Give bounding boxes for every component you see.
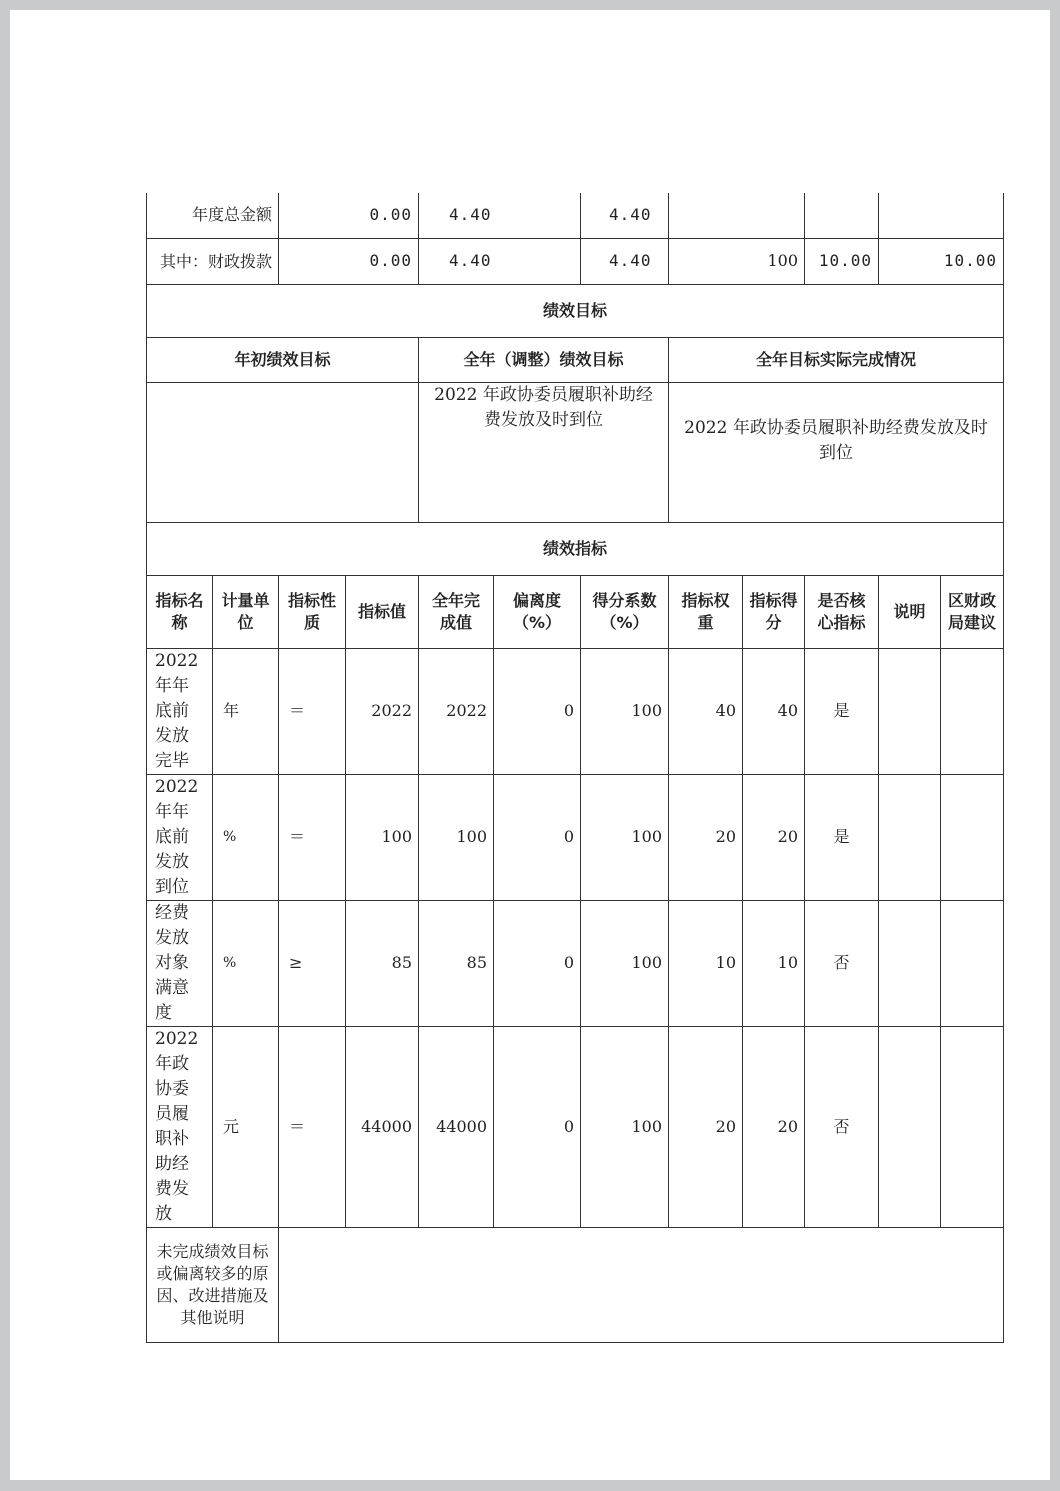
indicator-weight: 20 bbox=[669, 774, 743, 900]
budget-value: 4.40 bbox=[419, 238, 581, 284]
header-note: 说明 bbox=[879, 575, 941, 648]
budget-label: 其中：财政拨款 bbox=[147, 238, 279, 284]
indicator-name: 2022年年底前发放到位 bbox=[147, 774, 213, 900]
goal-actual: 2022 年政协委员履职补助经费发放及时到位 bbox=[669, 382, 1004, 522]
indicator-actual: 100 bbox=[419, 774, 494, 900]
indicator-advice bbox=[941, 648, 1004, 774]
indicator-advice bbox=[941, 1026, 1004, 1227]
goal-adjusted: 2022 年政协委员履职补助经费发放及时到位 bbox=[419, 382, 669, 522]
header-advice: 区财政局建议 bbox=[941, 575, 1004, 648]
indicator-nature: ＝ bbox=[279, 1026, 346, 1227]
budget-value: 0.00 bbox=[279, 193, 419, 238]
indicator-coef: 100 bbox=[581, 900, 669, 1026]
indicator-coef: 100 bbox=[581, 1026, 669, 1227]
indicator-value: 100 bbox=[346, 774, 419, 900]
header-weight: 指标权重 bbox=[669, 575, 743, 648]
indicators-section-title: 绩效指标 bbox=[147, 522, 1004, 575]
footnote-value bbox=[279, 1227, 1004, 1342]
indicator-unit: % bbox=[213, 774, 279, 900]
budget-value: 100 bbox=[669, 238, 805, 284]
indicator-value: 44000 bbox=[346, 1026, 419, 1227]
indicator-deviation: 0 bbox=[494, 900, 581, 1026]
indicator-advice bbox=[941, 774, 1004, 900]
indicator-nature: ＝ bbox=[279, 648, 346, 774]
indicator-score: 20 bbox=[743, 1026, 805, 1227]
indicator-note bbox=[879, 900, 941, 1026]
indicator-unit: 年 bbox=[213, 648, 279, 774]
header-actual: 全年完成值 bbox=[419, 575, 494, 648]
indicator-note bbox=[879, 648, 941, 774]
indicator-note bbox=[879, 774, 941, 900]
budget-value bbox=[879, 193, 1004, 238]
indicator-deviation: 0 bbox=[494, 1026, 581, 1227]
budget-value: 4.40 bbox=[419, 193, 581, 238]
budget-row-fiscal bbox=[147, 238, 1004, 284]
performance-table bbox=[146, 193, 1004, 1343]
indicator-score: 10 bbox=[743, 900, 805, 1026]
document-page bbox=[10, 10, 1050, 1480]
indicator-value: 2022 bbox=[346, 648, 419, 774]
indicator-nature: ≥ bbox=[279, 900, 346, 1026]
header-unit: 计量单位 bbox=[213, 575, 279, 648]
budget-value: 10.00 bbox=[879, 238, 1004, 284]
table-row bbox=[147, 1026, 1004, 1227]
indicator-core: 否 bbox=[805, 1026, 879, 1227]
budget-row-total bbox=[147, 193, 1004, 238]
indicator-unit: 元 bbox=[213, 1026, 279, 1227]
budget-value: 4.40 bbox=[581, 193, 669, 238]
header-score: 指标得分 bbox=[743, 575, 805, 648]
indicator-advice bbox=[941, 900, 1004, 1026]
goals-section-row bbox=[147, 284, 1004, 337]
goals-content-row bbox=[147, 382, 1004, 522]
indicator-name: 2022年年底前发放完毕 bbox=[147, 648, 213, 774]
budget-value: 4.40 bbox=[581, 238, 669, 284]
table-row bbox=[147, 774, 1004, 900]
header-indicator-name: 指标名称 bbox=[147, 575, 213, 648]
goals-col-adjusted: 全年（调整）绩效目标 bbox=[419, 337, 669, 382]
indicator-core: 否 bbox=[805, 900, 879, 1026]
budget-value bbox=[805, 193, 879, 238]
footnote-label: 未完成绩效目标或偏离较多的原因、改进措施及其他说明 bbox=[147, 1227, 279, 1342]
indicator-core: 是 bbox=[805, 774, 879, 900]
budget-value bbox=[669, 193, 805, 238]
indicator-nature: ＝ bbox=[279, 774, 346, 900]
indicators-section-row bbox=[147, 522, 1004, 575]
footnote-row bbox=[147, 1227, 1004, 1342]
goals-section-title: 绩效目标 bbox=[147, 284, 1004, 337]
indicator-actual: 44000 bbox=[419, 1026, 494, 1227]
budget-value: 0.00 bbox=[279, 238, 419, 284]
indicator-actual: 2022 bbox=[419, 648, 494, 774]
indicator-value: 85 bbox=[346, 900, 419, 1026]
budget-value: 10.00 bbox=[805, 238, 879, 284]
indicator-name: 经费发放对象满意度 bbox=[147, 900, 213, 1026]
indicator-unit: % bbox=[213, 900, 279, 1026]
goals-col-actual: 全年目标实际完成情况 bbox=[669, 337, 1004, 382]
indicator-score: 20 bbox=[743, 774, 805, 900]
header-value: 指标值 bbox=[346, 575, 419, 648]
indicator-note bbox=[879, 1026, 941, 1227]
header-deviation: 偏离度（%） bbox=[494, 575, 581, 648]
indicator-weight: 20 bbox=[669, 1026, 743, 1227]
indicator-coef: 100 bbox=[581, 774, 669, 900]
indicator-coef: 100 bbox=[581, 648, 669, 774]
table-row bbox=[147, 900, 1004, 1026]
goals-header-row bbox=[147, 337, 1004, 382]
indicators-header-row bbox=[147, 575, 1004, 648]
goal-initial bbox=[147, 382, 419, 522]
indicator-weight: 40 bbox=[669, 648, 743, 774]
header-nature: 指标性质 bbox=[279, 575, 346, 648]
indicator-weight: 10 bbox=[669, 900, 743, 1026]
budget-label: 年度总金额 bbox=[147, 193, 279, 238]
indicator-deviation: 0 bbox=[494, 648, 581, 774]
header-coef: 得分系数（%） bbox=[581, 575, 669, 648]
indicator-core: 是 bbox=[805, 648, 879, 774]
indicator-name: 2022年政协委员履职补助经费发放 bbox=[147, 1026, 213, 1227]
indicator-deviation: 0 bbox=[494, 774, 581, 900]
header-core: 是否核心指标 bbox=[805, 575, 879, 648]
goals-col-initial: 年初绩效目标 bbox=[147, 337, 419, 382]
indicator-score: 40 bbox=[743, 648, 805, 774]
table-row bbox=[147, 648, 1004, 774]
indicator-actual: 85 bbox=[419, 900, 494, 1026]
